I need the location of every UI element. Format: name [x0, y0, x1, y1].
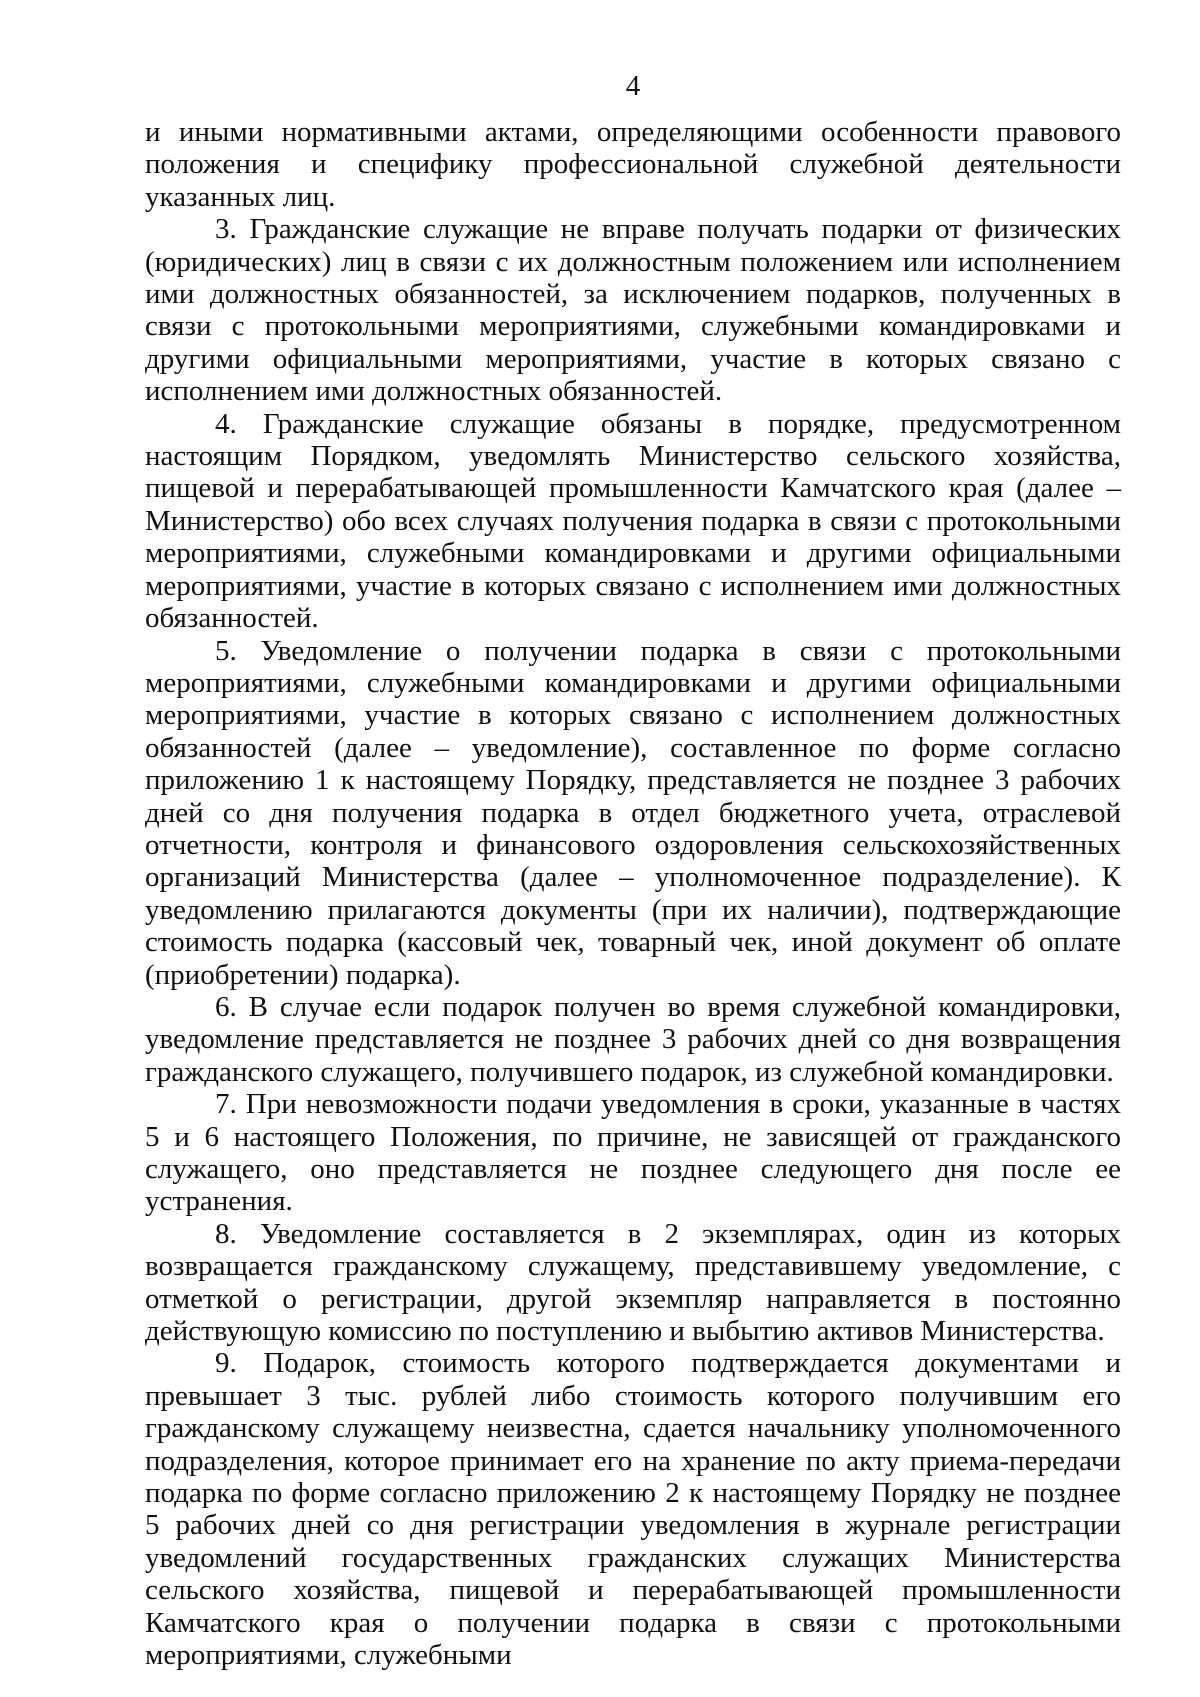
paragraph-item-7: 7. При невозможности подачи уведомления в сроки, указанные в частях 5 и 6 настоящего Положения, по причине, не зависящей от гражданского служащего, оно представляется не позднее следующего дня после ее устранения. [145, 1088, 1121, 1218]
paragraph-continuation: и иными нормативными актами, определяющими особенности правового положения и специфику профессиональной служебной деятельности указанных лиц. [145, 116, 1121, 213]
page-number: 4 [625, 70, 641, 102]
paragraph-item-9: 9. Подарок, стоимость которого подтверждается документами и превышает 3 тыс. рублей либо стоимость которого получившим его гражданскому служащему неизвестна, сдается начальнику уполномоченного подразделения, которое принимает его на хранение по акту приема-передачи подарка по форме согласно приложению 2 к настоящему Порядку не позднее 5 рабочих дней со дня регистрации уведомления в журнале регистрации уведомлений государственных гражданских служащих Министерства сельского хозяйства, пищевой и перерабатывающей промышленности Камчатского края о получении подарка в связи с протокольными мероприятиями, служебными [145, 1347, 1121, 1672]
paragraph-item-5: 5. Уведомление о получении подарка в связи с протокольными мероприятиями, служебными командировками и другими официальными мероприятиями, участие в которых связано с исполнением должностных обязанностей (далее – уведомление), составленное по форме согласно приложению 1 к настоящему Порядку, представляется не позднее 3 рабочих дней со дня получения подарка в отдел бюджетного учета, отраслевой отчетности, контроля и финансового оздоровления сельскохозяйственных организаций Министерства (далее – уполномоченное подразделение). К уведомлению прилагаются документы (при их наличии), подтверждающие стоимость подарка (кассовый чек, товарный чек, иной документ об оплате (приобретении) подарка). [145, 634, 1121, 991]
paragraph-item-6: 6. В случае если подарок получен во время служебной командировки, уведомление представляется не позднее 3 рабочих дней со дня возвращения гражданского служащего, получившего подарок, из служебной командировки. [145, 990, 1121, 1088]
document-page [145, 70, 1121, 1672]
paragraph-item-8: 8. Уведомление составляется в 2 экземплярах, один из которых возвращается гражданскому служащему, представившему уведомление, с отметкой о регистрации, другой экземпляр направляется в постоянно действующую комиссию по поступлению и выбытию активов Министерства. [145, 1217, 1121, 1348]
paragraph-item-3: 3. Гражданские служащие не вправе получать подарки от физических (юридических) лиц в связи с их должностным положением или исполнением ими должностных обязанностей, за исключением подарков, полученных в связи с протокольными мероприятиями, служебными командировками и другими официальными мероприятиями, участие в которых связано с исполнением ими должностных обязанностей. [145, 213, 1121, 408]
paragraph-item-4: 4. Гражданские служащие обязаны в порядке, предусмотренном настоящим Порядком, уведомлять Министерство сельского хозяйства, пищевой и перерабатывающей промышленности Камчатского края (далее – Министерство) обо всех случаях получения подарка в связи с протокольными мероприятиями, служебными командировками и другими официальными мероприятиями, участие в которых связано с исполнением ими должностных обязанностей. [145, 407, 1121, 635]
